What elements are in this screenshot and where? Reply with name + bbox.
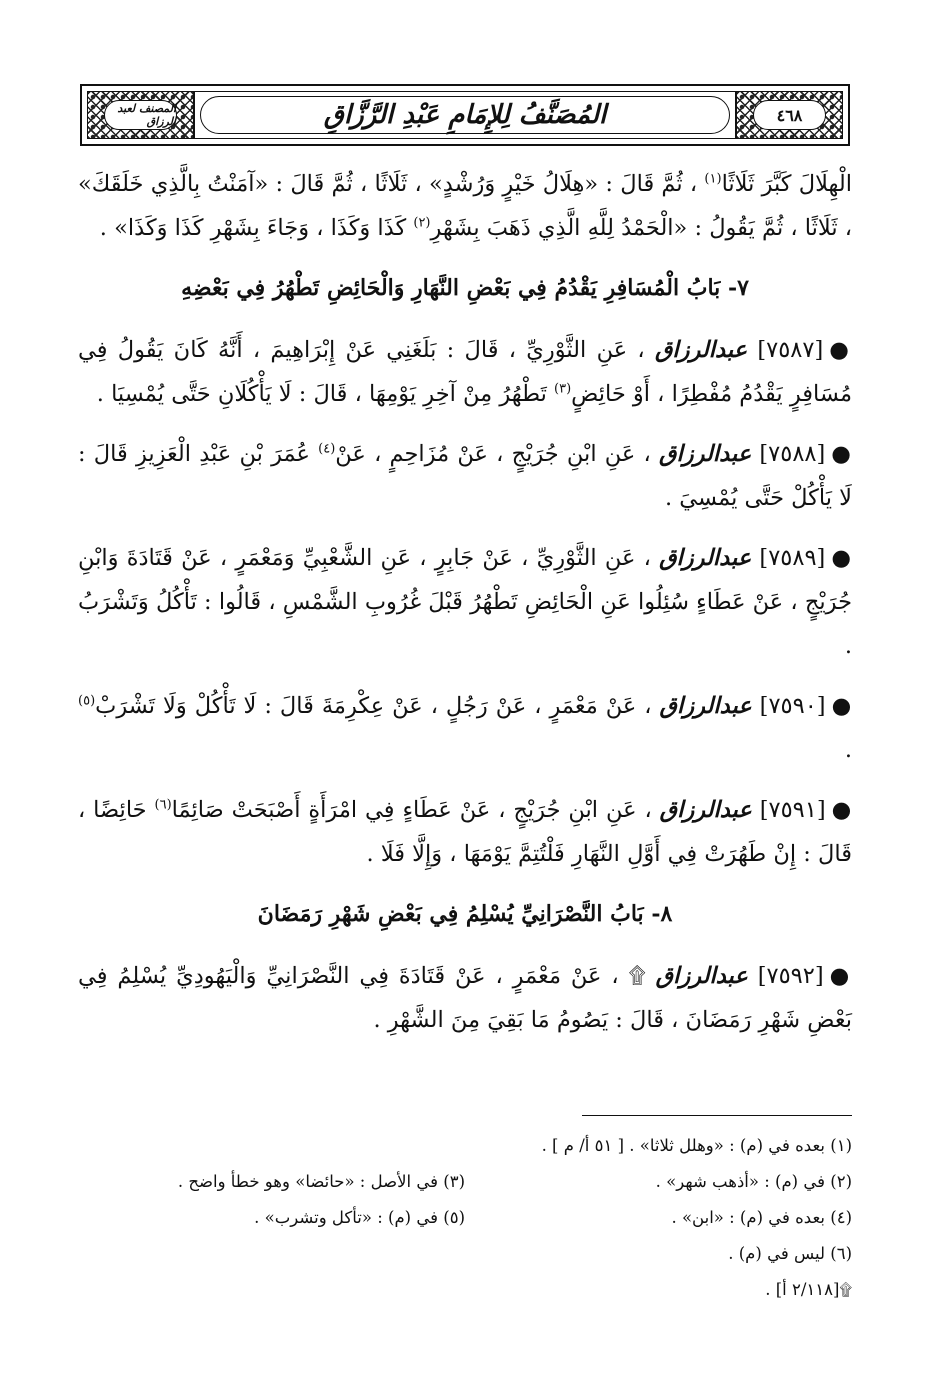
hadith-number: [٧٥٨٧] [757,337,824,363]
hadith-number: [٧٥٩١] [759,797,826,823]
footnote-ref: (٣) [554,381,572,397]
page-header [80,84,850,146]
hadith-number: [٧٥٨٨] [759,441,826,467]
text-segment: حَائِضًا ، قَالَ : إِنْ طَهُرَتْ فِي أَوَّلِ النَّهَارِ فَلْتُتِمَّ يَوْمَهَا ، وَإِلَّا فَلَا . [78,797,852,867]
footnote-ref: (٤) [318,441,336,457]
narrator-name: عبدالرزاق [659,693,752,719]
hadith-7589 [78,536,852,668]
text-segment: كَذَا وَكَذَا ، وَجَاءَ بِشَهْرِ كَذَا وَكَذَا» . [99,215,407,241]
book-emblem: المصنف لعبد الرزاق [104,100,177,130]
footnote-4: (٤) بعده في (م) : «ابن» . [671,1208,852,1227]
header-inner-frame [87,91,843,139]
text-segment: ، عَنْ مَعْمَرٍ ، عَنْ رَجُلٍ ، عَنْ عِكْرِمَةَ قَالَ : لَا تَأْكُلْ وَلَا تَشْرَبْ [95,693,652,719]
page-number-ornament [735,92,842,138]
hadith-number: [٧٥٩٢] [757,963,824,989]
footnote-5: (٥) في (م) : «تأكل وتشرب» . [254,1208,465,1227]
footnote-row [78,1164,852,1200]
hadith-7590 [78,684,852,772]
hadith-7587 [78,328,852,416]
footnote-row [78,1272,852,1308]
footnote-ref: (١) [704,171,722,187]
main-text [78,162,852,1058]
text-segment: ، ثُمَّ قَالَ : «هِلَالُ خَيْرٍ وَرُشْدٍ» ، ثَلَاثًا ، ثُمَّ قَالَ : «آمَنْتُ بِالَّذِي خَلَقَكَ» ، ثَلَاثًا ، ثُمَّ يَقُولُ : «الْحَمْدُ لِلَّهِ الَّذِي ذَهَبَ بِشَهْرِ [78,171,852,241]
bullet-icon: ● [831,441,852,467]
footnote-row [78,1236,852,1272]
bullet-icon: ● [829,337,853,363]
footnote-divider [582,1115,852,1116]
text-segment: . [844,737,852,763]
hadith-7592 [78,954,852,1042]
chapter-heading-7: ٧- بَابُ الْمُسَافِرِ يَقْدُمُ فِي بَعْضِ النَّهَارِ وَالْحَائِضِ تَطْهُرُ فِي بَعْضِهِ [181,275,749,301]
footnote-6: (٦) ليس في (م) . [728,1244,852,1263]
footnote-1: (١) بعده في (م) : «وهلل ثلاثا» . [ ٥١ أ/ م ] . [541,1136,852,1155]
footnote-ref: (٦) [154,797,172,813]
text-segment: ، عَنِ ابْنِ جُرَيْجٍ ، عَنْ مُزَاحِمٍ ، عَنْ [335,441,651,467]
footnote-ref: (٢) [413,215,431,231]
bullet-icon: ● [831,797,853,823]
text-segment: ، عَنِ الثَّوْرِيِّ ، قَالَ : بَلَغَنِي عَنْ إِبْرَاهِيمَ ، أَنَّهُ كَانَ يَقُولُ فِي مُسَافِرٍ يَقْدُمُ مُفْطِرًا ، أَوْ حَائِضٍ [78,337,852,407]
bullet-icon: ● [831,545,853,571]
chapter-heading-8: ٨- بَابُ النَّصْرَانِيِّ يُسْلِمُ فِي بَعْضِ شَهْرِ رَمَضَانَ [257,901,673,927]
footnote-ref: (٥) [78,693,96,709]
hadith-number: [٧٥٩٠] [759,693,826,719]
bullet-icon: ● [829,963,853,989]
book-emblem-ornament [88,92,195,138]
manuscript-mark-icon: ۩ [628,963,646,989]
narrator-name: عبدالرزاق [655,963,748,989]
page-number: ٤٦٨ [753,100,826,130]
footnotes [78,1128,852,1308]
hadith-number: [٧٥٨٩] [759,545,826,571]
narrator-name: عبدالرزاق [659,545,752,571]
narrator-name: عبدالرزاق [659,441,752,467]
text-segment: ، عَنِ الثَّوْرِيِّ ، عَنْ جَابِرٍ ، عَنِ الشَّعْبِيِّ وَمَعْمَرٍ ، عَنْ قَتَادَةَ وَابْنِ جُرَيْجٍ ، عَنْ عَطَاءٍ سُئِلُوا عَنِ الْحَائِضِ تَطْهُرُ قَبْلَ غُرُوبِ الشَّمْسِ ، قَالُوا : تَأْكُلُ وَتَشْرَبُ . [78,545,852,659]
manuscript-folio-note: ۩[٢/١١٨ أ] . [765,1280,852,1299]
footnote-row [78,1200,852,1236]
text-segment: ، عَنْ مَعْمَرٍ ، عَنْ قَتَادَةَ فِي النَّصْرَانِيِّ وَالْيَهُودِيِّ يُسْلِمُ فِي بَعْضِ شَهْرِ رَمَضَانَ ، قَالَ : يَصُومُ مَا بَقِيَ مِنَ الشَّهْرِ . [78,963,852,1033]
text-segment: تَطْهُرُ مِنْ آخِرِ يَوْمِهَا ، قَالَ : لَا يَأْكُلَانِ حَتَّى يُمْسِيَا . [96,381,547,407]
hadith-7591 [78,788,852,876]
footnote-row [78,1128,852,1164]
running-title: المُصَنَّفُ لِلإِمَامِ عَبْدِ الرَّزَّاقِ [200,96,730,134]
text-segment: ، عَنِ ابْنِ جُرَيْجٍ ، عَنْ عَطَاءٍ فِي امْرَأَةٍ أَصْبَحَتْ صَائِمًا [171,797,652,823]
hadith-7588 [78,432,852,520]
text-segment: الْهِلَالَ كَبَّرَ ثَلَاثًا [721,171,853,197]
bullet-icon: ● [831,693,853,719]
paragraph-continuation [78,162,852,250]
narrator-name: عبدالرزاق [654,337,748,363]
text-segment: عُمَرَ بْنِ عَبْدِ الْعَزِيزِ قَالَ : لَا يَأْكُلْ حَتَّى يُمْسِيَ . [78,441,852,511]
footnote-2: (٢) في (م) : «أذهب شهر» . [655,1172,852,1191]
narrator-name: عبدالرزاق [659,797,752,823]
footnote-3: (٣) في الأصل : «حائضا» وهو خطأ واضح . [177,1172,465,1191]
